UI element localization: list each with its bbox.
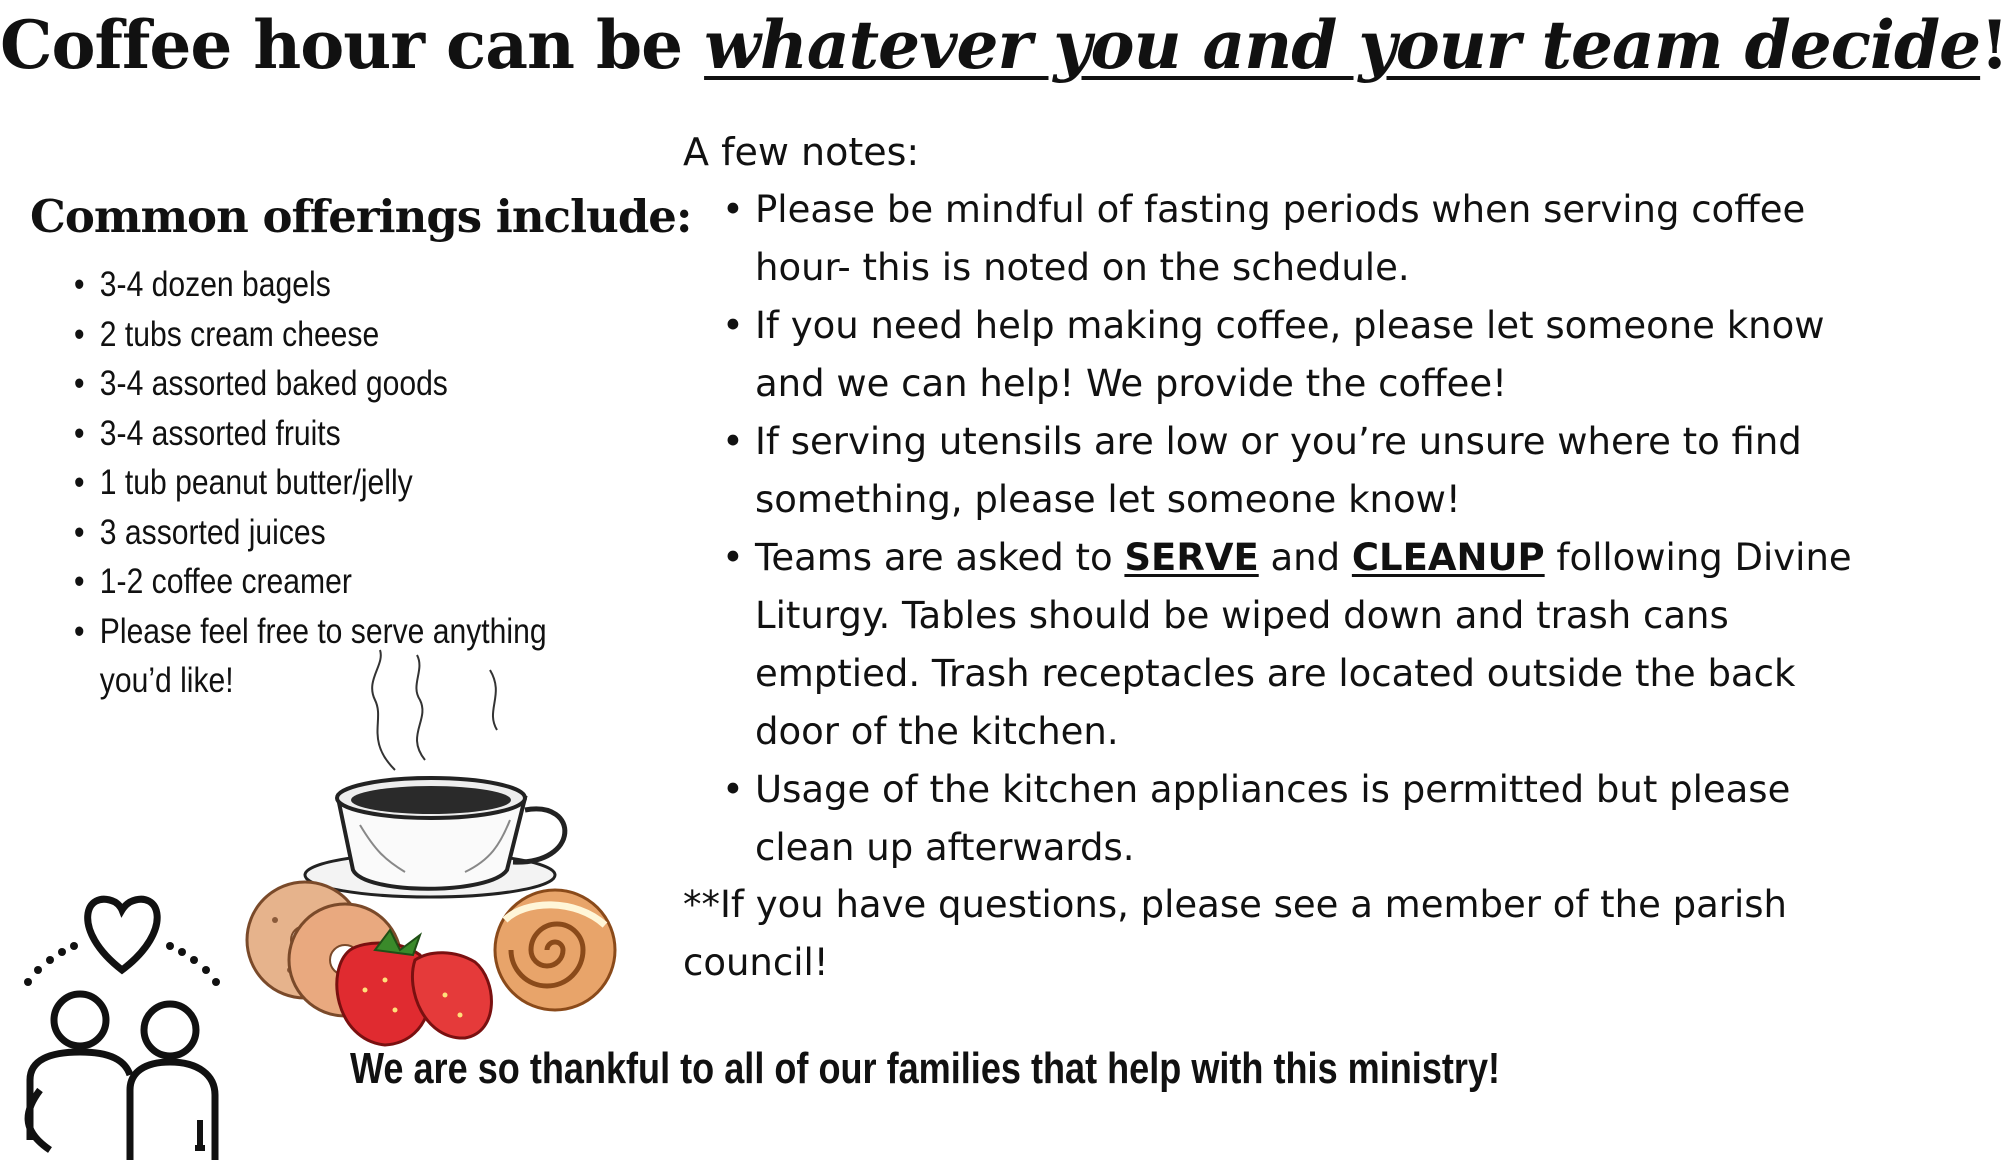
note-text: and bbox=[1258, 536, 1352, 579]
cinnamon-roll-icon bbox=[495, 890, 615, 1010]
offerings-list bbox=[74, 260, 547, 706]
offering-item: • 3-4 dozen bagels bbox=[74, 260, 547, 310]
questions-note: **If you have questions, please see a member of the parish council! bbox=[683, 883, 1788, 984]
thank-you-message: We are so thankful to all of our families that help with this ministry! bbox=[350, 1044, 1501, 1093]
notes-heading: A few notes: bbox=[683, 130, 920, 174]
title-emphasis: whatever you and your team decide bbox=[704, 6, 1981, 84]
page-title bbox=[0, 2, 2008, 88]
notes-list bbox=[722, 181, 1922, 877]
offerings-heading: Common offerings include: bbox=[30, 190, 692, 243]
offering-item: • 1 tub peanut butter/jelly bbox=[74, 458, 547, 508]
steam-icon bbox=[372, 650, 497, 770]
cleanup-emphasis: CLEANUP bbox=[1351, 536, 1545, 579]
note-item: • If you need help making coffee, please let someone know and we can help! We provide the coffee! bbox=[722, 297, 1922, 413]
offering-item: • 3-4 assorted baked goods bbox=[74, 359, 547, 409]
note-text: Teams are asked to bbox=[755, 536, 1125, 579]
note-item: • Please be mindful of fasting periods when serving coffee hour- this is noted on the schedule. bbox=[722, 181, 1922, 297]
offering-item: • 3 assorted juices bbox=[74, 508, 547, 558]
coffee-illustration bbox=[235, 650, 635, 1050]
title-suffix: ! bbox=[1980, 6, 2008, 84]
note-text: following Divine Liturgy. Tables should be wiped down and trash cans emptied. Trash receptacles are located outside the back door of the kitchen. bbox=[755, 536, 1852, 753]
title-prefix: Coffee hour can be bbox=[0, 6, 705, 84]
note-item: • If serving utensils are low or you’re unsure where to find something, please let someone know! bbox=[722, 413, 1922, 529]
note-item-serve-cleanup bbox=[722, 529, 1922, 761]
offering-item: • 1-2 coffee creamer bbox=[74, 557, 547, 607]
coffee-cup-icon bbox=[305, 778, 565, 897]
family-heart-icon bbox=[10, 880, 235, 1165]
strawberry-icon bbox=[337, 930, 492, 1045]
serve-emphasis: SERVE bbox=[1124, 536, 1259, 579]
offering-item: • Please feel free to serve anything you’d like! bbox=[74, 607, 547, 706]
note-item: • Usage of the kitchen appliances is permitted but please clean up afterwards. bbox=[722, 761, 1922, 877]
offering-item: • 3-4 assorted fruits bbox=[74, 409, 547, 459]
offering-item: • 2 tubs cream cheese bbox=[74, 310, 547, 360]
